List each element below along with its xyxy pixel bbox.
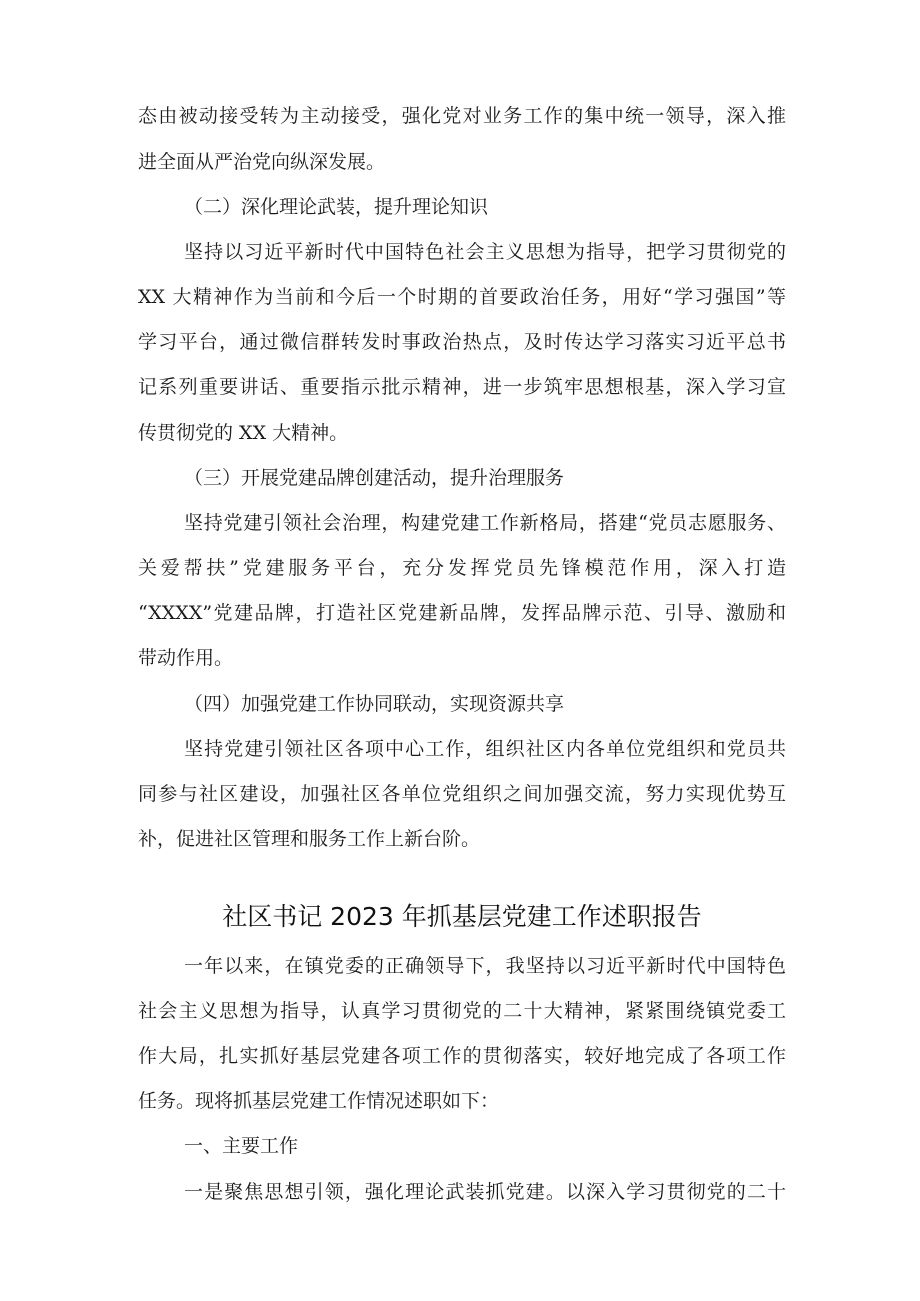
section-heading: （四）加强党建工作协同联动，实现资源共享 <box>184 693 565 715</box>
paragraph-line: 记系列重要讲话、重要指示批示精神，进一步筑牢思想根基，深入学习宣 <box>138 376 786 398</box>
paragraph-line: 坚持党建引领社区各项中心工作，组织社区内各单位党组织和党员共 <box>184 738 786 760</box>
paragraph-line: 社会主义思想为指导，认真学习贯彻党的二十大精神，紧紧围绕镇党委工 <box>138 1000 786 1022</box>
paragraph-line: 作大局，扎实抓好基层党建各项工作的贯彻落实，较好地完成了各项工作 <box>138 1045 786 1067</box>
paragraph-line: 一年以来，在镇党委的正确领导下，我坚持以习近平新时代中国特色 <box>184 955 786 977</box>
paragraph-line: 同参与社区建设，加强社区各单位党组织之间加强交流，努力实现优势互 <box>138 783 786 805</box>
paragraph-line: XX 大精神作为当前和今后一个时期的首要政治任务，用好“学习强国”等 <box>138 286 786 308</box>
paragraph-line: 进全面从严治党向纵深发展。 <box>138 151 386 173</box>
paragraph-line: 学习平台，通过微信群转发时事政治热点，及时传达学习落实习近平总书 <box>138 331 786 353</box>
paragraph-line: 一是聚焦思想引领，强化理论武装抓党建。以深入学习贯彻党的二十 <box>184 1181 786 1203</box>
document-title: 社区书记 2023 年抓基层党建工作述职报告 <box>222 902 702 931</box>
section-heading: （三）开展党建品牌创建活动，提升治理服务 <box>184 467 565 489</box>
paragraph-line: 补，促进社区管理和服务工作上新台阶。 <box>138 828 481 850</box>
paragraph-line: 关爱帮扶”党建服务平台，充分发挥党员先锋模范作用，深入打造 <box>138 557 786 579</box>
paragraph-line: “XXXX”党建品牌，打造社区党建新品牌，发挥品牌示范、引导、激励和 <box>138 602 786 624</box>
paragraph-line: 任务。现将抓基层党建工作情况述职如下： <box>138 1090 500 1112</box>
section-heading: （二）深化理论武装，提升理论知识 <box>184 196 489 218</box>
paragraph-line: 坚持党建引领社会治理，构建党建工作新格局，搭建“党员志愿服务、 <box>184 512 786 534</box>
paragraph-line: 传贯彻党的 XX 大精神。 <box>138 422 349 444</box>
paragraph-line: 带动作用。 <box>138 647 234 669</box>
paragraph-line: 态由被动接受转为主动接受，强化党对业务工作的集中统一领导，深入推 <box>138 105 786 127</box>
section-heading: 一、主要工作 <box>184 1135 299 1157</box>
paragraph-line: 坚持以习近平新时代中国特色社会主义思想为指导，把学习贯彻党的 <box>184 241 786 263</box>
